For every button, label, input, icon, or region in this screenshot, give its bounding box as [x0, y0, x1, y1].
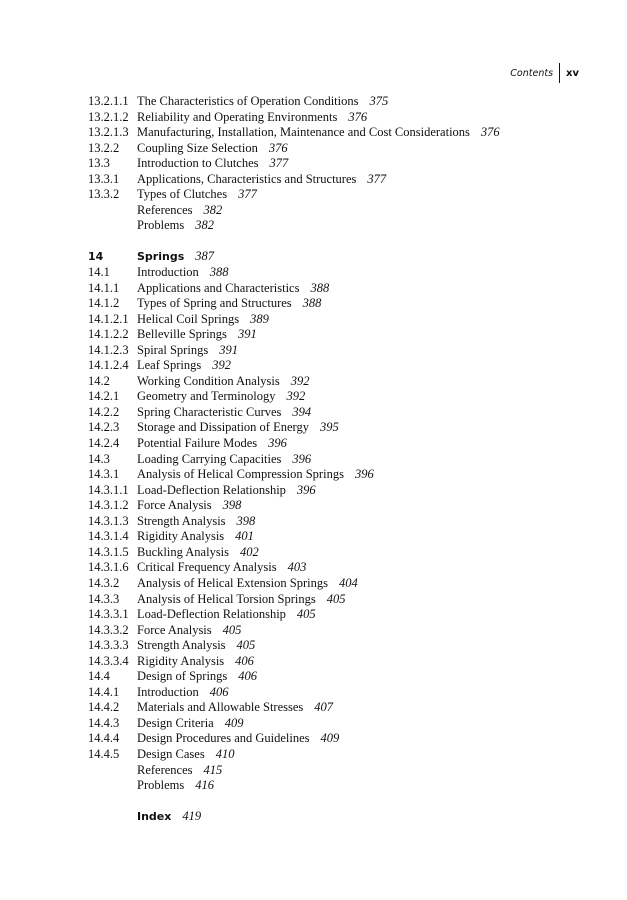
- toc-entry[interactable]: [88, 94, 608, 110]
- toc-entry-number: 14.3.3.3: [88, 638, 129, 653]
- toc-entry-number: 14.1.2.4: [88, 358, 129, 373]
- toc-entry-number: 14.3: [88, 451, 110, 466]
- toc-entry-title: Strength Analysis: [137, 513, 226, 528]
- toc-entry[interactable]: [88, 623, 608, 639]
- toc-entry[interactable]: [88, 141, 608, 157]
- toc-entry-title: Introduction: [137, 684, 199, 699]
- toc-entry-number: 14.1.2: [88, 296, 120, 311]
- toc-entry-page: 391: [237, 327, 257, 342]
- toc-entry[interactable]: [88, 638, 608, 654]
- toc-entry[interactable]: [88, 187, 608, 203]
- toc-entry-title: Potential Failure Modes: [137, 436, 258, 451]
- toc-entry[interactable]: [88, 327, 608, 343]
- toc-entry-title: Introduction to Clutches: [137, 156, 259, 171]
- toc-entry-title: Storage and Dissipation of Energy: [137, 420, 309, 435]
- section-gap: [88, 234, 608, 250]
- toc-entry-number: [88, 763, 137, 779]
- toc-entry-title: Helical Coil Springs: [137, 311, 240, 326]
- toc-entry-page: 406: [209, 684, 229, 699]
- toc-entry-page: 388: [302, 296, 322, 311]
- toc-entry-number: [88, 809, 137, 825]
- toc-entry-title: Spring Characteristic Curves: [137, 404, 282, 419]
- toc-entry-page: 405: [222, 622, 242, 637]
- toc-entry-title: Strength Analysis: [137, 638, 226, 653]
- toc-entry-title: Spiral Springs: [137, 342, 209, 357]
- toc-entry-number: 14.2: [88, 373, 110, 388]
- toc-entry-title: Belleville Springs: [137, 327, 227, 342]
- toc-entry-title: Analysis of Helical Torsion Springs: [137, 591, 316, 606]
- toc-chapter-entry[interactable]: [88, 249, 608, 265]
- toc-entry-number: 14.2.1: [88, 389, 120, 404]
- toc-entry[interactable]: [88, 607, 608, 623]
- toc-entry-number: 14.1.2.1: [88, 311, 129, 326]
- section-gap: [88, 794, 608, 810]
- toc-entry[interactable]: [88, 716, 608, 732]
- toc-entry[interactable]: [88, 281, 608, 297]
- toc-entry[interactable]: [88, 452, 608, 468]
- toc-entry-title: Geometry and Terminology: [137, 389, 276, 404]
- toc-entry-page: 401: [235, 529, 254, 544]
- toc-entry-title: References: [137, 202, 193, 217]
- toc-entry[interactable]: [88, 529, 608, 545]
- toc-entry[interactable]: [88, 374, 608, 390]
- toc-entry-number: 14.3.1.4: [88, 529, 129, 544]
- toc-entry-number: 14.3.1.6: [88, 560, 129, 575]
- toc-entry-title: Leaf Springs: [137, 358, 202, 373]
- toc-entry-page: 377: [238, 187, 257, 202]
- toc-entry[interactable]: [88, 700, 608, 716]
- running-head: [510, 63, 579, 83]
- toc-entry[interactable]: [88, 654, 608, 670]
- toc-entry-page: 405: [296, 607, 316, 622]
- toc-entry-page: 387: [195, 249, 214, 264]
- toc-entry-number: 14.3.2: [88, 575, 120, 590]
- toc-entry-page: 396: [268, 436, 287, 451]
- toc-entry-number: [88, 218, 137, 234]
- toc-entry-page: 396: [292, 451, 312, 466]
- toc-entry-title: Coupling Size Selection: [137, 140, 258, 155]
- toc-entry-title: Types of Spring and Structures: [137, 296, 292, 311]
- toc-entry-page: 404: [338, 575, 358, 590]
- toc-entry-page: 410: [215, 746, 235, 761]
- toc-entry-page: 388: [209, 265, 229, 280]
- toc-entry-number: 14.4.4: [88, 731, 120, 746]
- toc-entry[interactable]: [88, 669, 608, 685]
- toc-entry-page: 409: [224, 715, 244, 730]
- toc-entry-number: 14.3.3: [88, 591, 120, 606]
- toc-entry-page: 402: [240, 544, 259, 559]
- toc-entry-page: 392: [286, 389, 306, 404]
- toc-entry[interactable]: [88, 218, 608, 234]
- toc-entry-title: Working Condition Analysis: [137, 373, 280, 388]
- toc-entry-number: 14.3.3.1: [88, 607, 129, 622]
- toc-entry-number: 13.3: [88, 156, 110, 171]
- toc-entry-number: 14.4: [88, 669, 110, 684]
- toc-entry[interactable]: [88, 389, 608, 405]
- toc-entry[interactable]: [88, 778, 608, 794]
- toc-entry-number: 14.1: [88, 265, 110, 280]
- toc-entry[interactable]: [88, 343, 608, 359]
- toc-entry-page: 394: [292, 404, 312, 419]
- toc-entry-page: 389: [250, 311, 269, 326]
- toc-entry[interactable]: [88, 467, 608, 483]
- toc-entry-page: 398: [236, 513, 256, 528]
- toc-entry-page: 377: [269, 156, 289, 171]
- toc-entry-page: 407: [314, 700, 334, 715]
- toc-entry-number: 14.4.1: [88, 684, 120, 699]
- toc-entry-number: 13.2.2: [88, 140, 120, 155]
- toc-entry-title: Analysis of Helical Compression Springs: [137, 467, 344, 482]
- toc-entry[interactable]: [88, 358, 608, 374]
- toc-entry[interactable]: [88, 747, 608, 763]
- toc-entry-number: 14.2.4: [88, 436, 120, 451]
- toc-entry-title: Loading Carrying Capacities: [137, 451, 282, 466]
- toc-entry-number: 14.4.2: [88, 700, 120, 715]
- table-of-contents: [88, 94, 608, 825]
- toc-entry-title: Applications, Characteristics and Structures: [137, 171, 357, 186]
- toc-entry-page: 405: [326, 591, 346, 606]
- toc-entry-number: 14: [88, 250, 104, 264]
- toc-entry[interactable]: [88, 436, 608, 452]
- toc-entry[interactable]: [88, 483, 608, 499]
- toc-entry-page: 392: [290, 373, 310, 388]
- toc-entry[interactable]: [88, 560, 608, 576]
- toc-entry[interactable]: [88, 545, 608, 561]
- toc-entry-title: Critical Frequency Analysis: [137, 560, 277, 575]
- toc-chapter-entry[interactable]: [88, 809, 608, 825]
- toc-entry[interactable]: [88, 172, 608, 188]
- toc-entry-title: Rigidity Analysis: [137, 529, 225, 544]
- page-number: xv: [566, 67, 579, 79]
- toc-entry-number: 13.2.1.1: [88, 94, 129, 108]
- toc-entry[interactable]: [88, 125, 608, 141]
- toc-entry[interactable]: [88, 514, 608, 530]
- toc-entry-page: 375: [369, 94, 389, 108]
- toc-entry[interactable]: [88, 420, 608, 436]
- toc-entry[interactable]: [88, 576, 608, 592]
- toc-entry-title: References: [137, 762, 193, 777]
- toc-entry-page: 416: [195, 778, 214, 793]
- toc-entry-page: 388: [310, 280, 330, 295]
- toc-entry-title: Rigidity Analysis: [137, 653, 225, 668]
- toc-entry-page: 396: [296, 482, 316, 497]
- toc-entry-title: Reliability and Operating Environments: [137, 109, 338, 124]
- toc-entry-page: 419: [182, 809, 202, 824]
- toc-entry-page: 392: [212, 358, 231, 373]
- toc-entry-title: Problems: [137, 778, 185, 793]
- toc-entry[interactable]: [88, 731, 608, 747]
- toc-entry-number: 14.3.1.5: [88, 544, 129, 559]
- toc-entry-page: 395: [319, 420, 339, 435]
- toc-entry-number: 14.1.1: [88, 280, 120, 295]
- toc-entry-title: Analysis of Helical Extension Springs: [137, 575, 328, 590]
- toc-entry-title: Design Procedures and Guidelines: [137, 731, 310, 746]
- toc-entry[interactable]: [88, 156, 608, 172]
- toc-entry-number: 13.2.1.2: [88, 109, 129, 124]
- toc-entry[interactable]: [88, 265, 608, 281]
- toc-entry-number: 14.3.3.2: [88, 622, 129, 637]
- toc-entry-title: Load-Deflection Relationship: [137, 482, 286, 497]
- toc-entry[interactable]: [88, 296, 608, 312]
- toc-entry-title: Index: [137, 810, 172, 824]
- toc-entry-page: 377: [367, 171, 387, 186]
- toc-entry-title: Springs: [137, 250, 185, 264]
- toc-entry-number: [88, 203, 137, 219]
- toc-entry-title: Manufacturing, Installation, Maintenance and Cost Considerations: [137, 125, 470, 140]
- toc-entry-page: 382: [203, 202, 223, 217]
- toc-entry-title: Applications and Characteristics: [137, 280, 300, 295]
- toc-entry-page: 409: [320, 731, 340, 746]
- running-head-divider: [559, 63, 560, 83]
- toc-entry[interactable]: [88, 203, 608, 219]
- toc-entry-title: Force Analysis: [137, 622, 212, 637]
- toc-entry-page: 382: [195, 218, 214, 233]
- toc-entry[interactable]: [88, 763, 608, 779]
- toc-entry-number: 14.4.5: [88, 746, 120, 761]
- toc-entry-page: 396: [354, 467, 374, 482]
- toc-entry-title: Design Criteria: [137, 715, 214, 730]
- running-head-title: Contents: [510, 67, 554, 79]
- toc-entry-number: 14.3.1: [88, 467, 120, 482]
- toc-entry[interactable]: [88, 498, 608, 514]
- toc-entry-number: 14.4.3: [88, 715, 120, 730]
- toc-entry-page: 405: [236, 638, 256, 653]
- toc-entry-number: [88, 778, 137, 794]
- toc-entry-number: 14.1.2.3: [88, 342, 129, 357]
- toc-entry-title: Types of Clutches: [137, 187, 228, 202]
- toc-entry-page: 376: [268, 140, 288, 155]
- toc-entry-title: Materials and Allowable Stresses: [137, 700, 304, 715]
- toc-entry-number: 13.2.1.3: [88, 125, 129, 140]
- toc-entry-page: 406: [238, 669, 258, 684]
- toc-entry-title: Buckling Analysis: [137, 544, 230, 559]
- toc-entry-number: 14.2.2: [88, 404, 120, 419]
- toc-entry-page: 406: [235, 653, 254, 668]
- toc-entry[interactable]: [88, 312, 608, 328]
- toc-entry-title: Design Cases: [137, 746, 205, 761]
- toc-entry-title: Problems: [137, 218, 185, 233]
- toc-entry-number: 14.2.3: [88, 420, 120, 435]
- toc-entry-number: 14.1.2.2: [88, 327, 129, 342]
- toc-entry-page: 391: [219, 342, 238, 357]
- toc-entry-number: 13.3.1: [88, 171, 120, 186]
- toc-entry[interactable]: [88, 685, 608, 701]
- toc-entry-title: Introduction: [137, 265, 199, 280]
- toc-entry[interactable]: [88, 592, 608, 608]
- toc-entry-page: 403: [287, 560, 307, 575]
- toc-entry-title: Design of Springs: [137, 669, 228, 684]
- toc-entry-page: 376: [348, 109, 368, 124]
- toc-entry-page: 398: [222, 498, 242, 513]
- toc-entry-page: 415: [203, 762, 223, 777]
- toc-entry-number: 14.3.1.2: [88, 498, 129, 513]
- toc-entry-title: Force Analysis: [137, 498, 212, 513]
- toc-entry-number: 14.3.3.4: [88, 653, 129, 668]
- toc-entry-number: 14.3.1.1: [88, 482, 129, 497]
- toc-entry-number: 14.3.1.3: [88, 513, 129, 528]
- toc-entry-title: Load-Deflection Relationship: [137, 607, 286, 622]
- toc-entry[interactable]: [88, 405, 608, 421]
- toc-entry-title: The Characteristics of Operation Conditions: [137, 94, 359, 108]
- toc-entry-number: 13.3.2: [88, 187, 120, 202]
- toc-entry-page: 376: [480, 125, 500, 140]
- toc-entry[interactable]: [88, 110, 608, 126]
